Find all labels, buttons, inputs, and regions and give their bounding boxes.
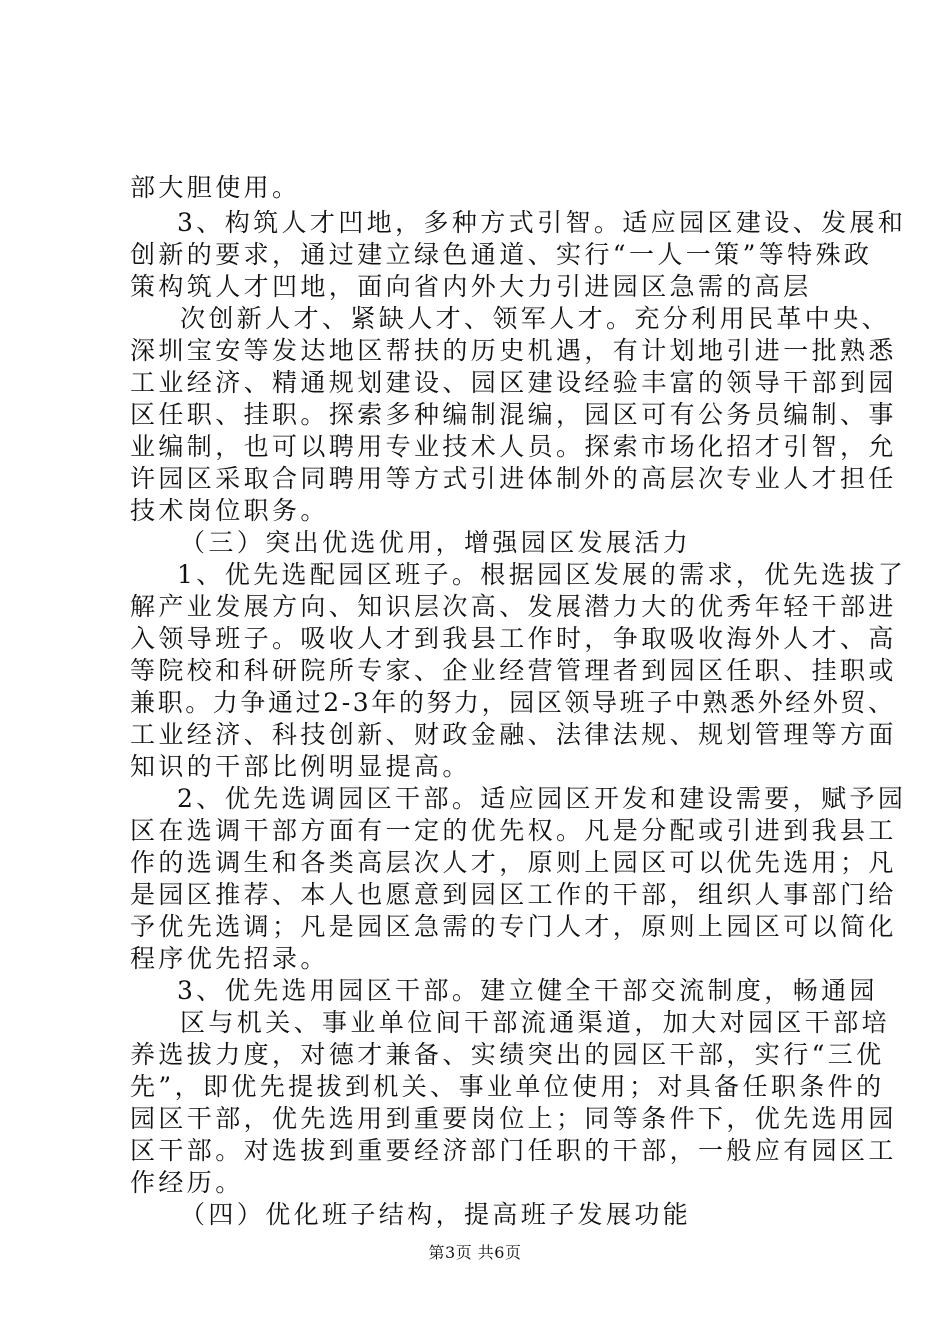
text-line: 深圳宝安等发达地区帮扶的历史机遇，有计划地引进一批熟悉 xyxy=(130,336,897,365)
text-line: 入领导班子。吸收人才到我县工作时，争取吸收海外人才、高 xyxy=(130,624,897,653)
text-line: 次创新人才、紧缺人才、领军人才。充分利用民革中央、 xyxy=(180,304,891,333)
text-line: 工业经济、精通规划建设、园区建设经验丰富的领导干部到园 xyxy=(130,368,897,397)
text-line: 区在选调干部方面有一定的优先权。凡是分配或引进到我县工 xyxy=(130,816,897,845)
text-line: 技术岗位职务。 xyxy=(130,496,329,525)
text-line: 先”，即优先提拔到机关、事业单位使用；对具备任职条件的 xyxy=(130,1072,885,1101)
text-line: 是园区推荐、本人也愿意到园区工作的干部，组织人事部门给 xyxy=(130,880,897,909)
text-line: 3、优先选用园区干部。建立健全干部交流制度，畅通园 xyxy=(177,976,878,1005)
text-line: 园区干部，优先选用到重要岗位上；同等条件下，优先选用园 xyxy=(130,1104,897,1133)
text-line: 策构筑人才凹地，面向省内外大力引进园区急需的高层 xyxy=(130,272,812,301)
text-line: 2、优先选调园区干部。适应园区开发和建设需要，赋予园 xyxy=(177,784,907,813)
section-heading: （四）优化班子结构，提高班子发展功能 xyxy=(180,1200,692,1229)
text-line: 业编制，也可以聘用专业技术人员。探索市场化招才引智，允 xyxy=(130,432,897,461)
text-line: 1、优先选配园区班子。根据园区发展的需求，优先选拔了 xyxy=(177,560,907,589)
text-line: 程序优先招录。 xyxy=(130,944,329,973)
text-line: 养选拔力度，对德才兼备、实绩突出的园区干部，实行“三优 xyxy=(130,1040,885,1069)
text-line: 兼职。力争通过2-3年的努力，园区领导班子中熟悉外经外贸、 xyxy=(130,688,896,717)
text-line: 知识的干部比例明显提高。 xyxy=(130,752,471,781)
section-heading: （三）突出优选优用，增强园区发展活力 xyxy=(180,528,692,557)
text-line: 许园区采取合同聘用等方式引进体制外的高层次专业人才担任 xyxy=(130,464,897,493)
text-line: 等院校和科研院所专家、企业经营管理者到园区任职、挂职或 xyxy=(130,656,897,685)
page-footer: 第3页 共6页 xyxy=(428,1243,522,1262)
text-line: 区任职、挂职。探索多种编制混编，园区可有公务员编制、事 xyxy=(130,400,897,429)
text-line: 作的选调生和各类高层次人才，原则上园区可以优先选用；凡 xyxy=(130,848,897,877)
text-line: 创新的要求，通过建立绿色通道、实行“一人一策”等特殊政 xyxy=(130,240,873,269)
text-line: 工业经济、科技创新、财政金融、法律法规、规划管理等方面 xyxy=(130,720,897,749)
text-line: 区干部。对选拔到重要经济部门任职的干部，一般应有园区工 xyxy=(130,1136,897,1165)
text-line: 区与机关、事业单位间干部流通渠道，加大对园区干部培 xyxy=(180,1008,891,1037)
text-line: 作经历。 xyxy=(130,1168,244,1197)
text-line: 部大胆使用。 xyxy=(130,173,301,202)
text-line: 予优先选调；凡是园区急需的专门人才，原则上园区可以简化 xyxy=(130,912,897,941)
text-line: 解产业发展方向、知识层次高、发展潜力大的优秀年轻干部进 xyxy=(130,592,897,621)
text-line: 3、构筑人才凹地，多种方式引智。适应园区建设、发展和 xyxy=(177,208,907,237)
